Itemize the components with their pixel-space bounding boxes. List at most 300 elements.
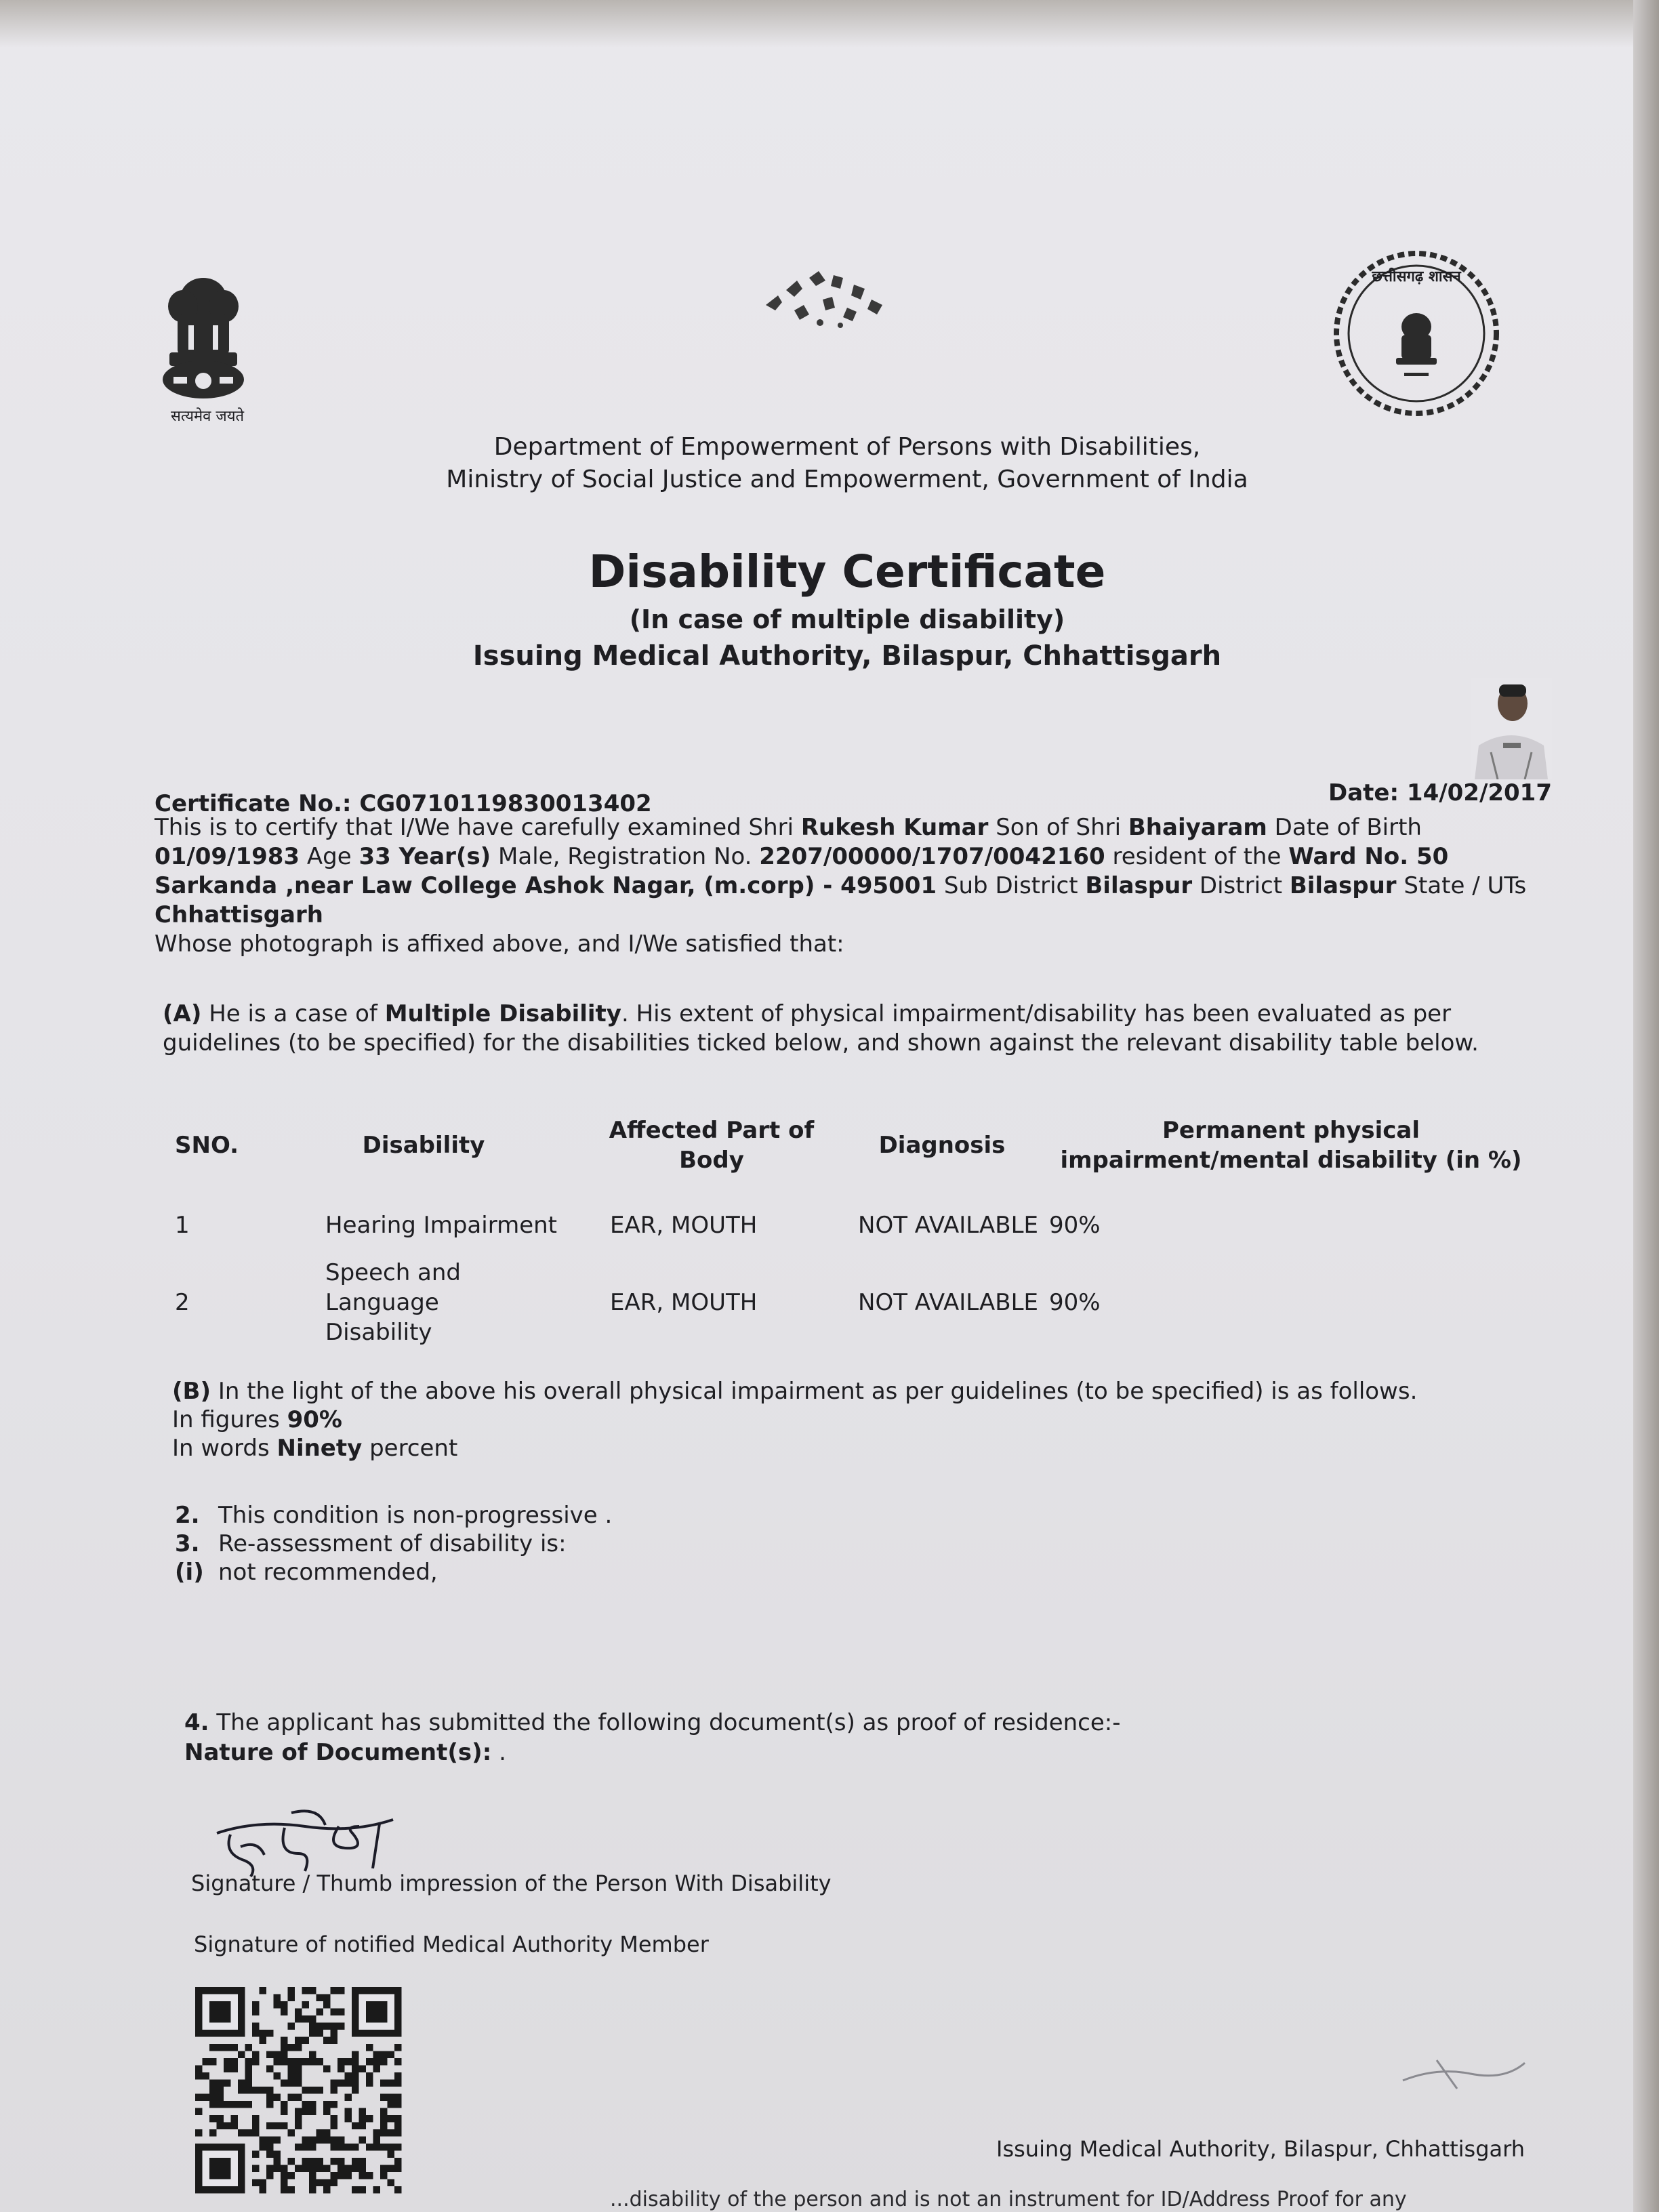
qr-module <box>323 2037 331 2045</box>
qr-module <box>394 2072 402 2080</box>
qr-module <box>345 2144 352 2151</box>
footer-issuing-authority: Issuing Medical Authority, Bilaspur, Chhattisgarh <box>996 2136 1525 2162</box>
qr-module <box>309 2186 316 2194</box>
qr-module <box>302 2015 310 2023</box>
qr-module <box>288 1987 295 1994</box>
body-text: Son of Shri <box>996 814 1122 841</box>
qr-module <box>388 2115 395 2123</box>
cell-disability: Speech and Language Disability <box>325 1259 462 1346</box>
qr-module <box>295 2144 302 2151</box>
qr-module <box>309 2051 316 2059</box>
qr-module <box>209 2080 217 2087</box>
qr-module <box>266 2087 274 2094</box>
qr-module <box>352 2080 359 2087</box>
qr-module <box>281 2044 288 2051</box>
qr-module <box>209 2101 217 2108</box>
item-number: (i) <box>175 1559 204 1586</box>
qr-module <box>309 2015 316 2023</box>
father-name: Bhaiyaram <box>1128 814 1267 841</box>
qr-module <box>323 2186 331 2194</box>
qr-module <box>337 1987 345 1994</box>
qr-module <box>288 2044 295 2051</box>
qr-module <box>331 2037 338 2045</box>
qr-module <box>274 2137 281 2144</box>
item-number: 3. <box>175 1530 200 1557</box>
qr-module <box>345 2080 352 2087</box>
address: Ward No. 50 Sarkanda ,near Law College Ashok Nagar, (m.corp) - 495001 <box>155 843 1449 899</box>
qr-module <box>309 2137 316 2144</box>
qr-module <box>309 2158 316 2165</box>
qr-module <box>323 2137 331 2144</box>
qr-module <box>295 2072 302 2080</box>
cell-sno: 1 <box>175 1212 190 1239</box>
qr-module <box>238 2129 245 2137</box>
qr-module <box>323 2165 331 2173</box>
item-text: The applicant has submitted the following document(s) as proof of residence:- <box>216 1709 1121 1736</box>
qr-module <box>331 2144 338 2151</box>
qr-module <box>316 2023 324 2030</box>
qr-module <box>288 2129 295 2137</box>
qr-module <box>302 2137 310 2144</box>
qr-module <box>224 2066 231 2073</box>
cell-affected-part: EAR, MOUTH <box>610 1289 758 1316</box>
qr-module <box>281 2101 288 2108</box>
qr-module <box>260 2144 267 2151</box>
qr-module <box>394 2144 402 2151</box>
cell-diagnosis: NOT AVAILABLE <box>858 1212 1038 1239</box>
qr-module <box>245 2058 253 2066</box>
qr-module <box>245 2101 253 2108</box>
qr-module <box>231 2058 239 2066</box>
item-number: 2. <box>175 1502 200 1529</box>
age: 33 Year(s) <box>359 843 491 870</box>
qr-module <box>366 2044 373 2051</box>
qr-module <box>359 2172 367 2179</box>
qr-module <box>302 1987 310 1994</box>
qr-module <box>295 2094 302 2102</box>
qr-module <box>238 2051 245 2059</box>
qr-module <box>352 2058 359 2066</box>
qr-module <box>295 2009 302 2016</box>
qr-module <box>373 2137 381 2144</box>
section-a-text: . His extent of physical impairment/disability has been evaluated as per guidelines (to be specified) for the disabilities ticked below, and shown against the relevant disability table below. <box>163 1000 1479 1057</box>
header-permanent-impairment: Permanent physical impairment/mental disability (in %) <box>1060 1117 1522 1174</box>
item-number: 4. <box>184 1709 209 1736</box>
date-of-birth: 01/09/1983 <box>155 843 300 870</box>
nature-of-document-value: . <box>499 1739 506 1766</box>
certificate-value: CG0710119830013402 <box>359 790 652 817</box>
qr-module <box>281 2051 288 2059</box>
qr-module <box>394 2129 402 2137</box>
sub-district: Bilaspur <box>1085 872 1193 899</box>
qr-module <box>209 2115 217 2123</box>
qr-module <box>373 2186 381 2194</box>
qr-module <box>359 2108 367 2116</box>
qr-module <box>337 2172 345 2179</box>
list-item <box>175 1530 612 1558</box>
qr-module <box>373 2051 381 2059</box>
qr-module <box>288 2066 295 2073</box>
qr-module <box>309 2030 316 2037</box>
qr-module <box>352 2158 359 2165</box>
certificate-label: Certificate No.: <box>155 790 352 817</box>
qr-module <box>394 2158 402 2165</box>
qr-module <box>388 2080 395 2087</box>
qr-module <box>359 2186 367 2194</box>
qr-module <box>224 2123 231 2130</box>
qr-module <box>331 2158 338 2165</box>
qr-module <box>366 2080 373 2087</box>
qr-module <box>245 2087 253 2094</box>
qr-module <box>266 2144 274 2151</box>
qr-module <box>380 2080 388 2087</box>
signature-image <box>210 1806 413 1881</box>
qr-finder <box>366 2001 388 2023</box>
qr-module <box>323 2108 331 2116</box>
qr-module <box>295 2115 302 2123</box>
qr-module <box>266 2137 274 2144</box>
qr-module <box>288 1994 295 2002</box>
qr-module <box>231 2123 239 2130</box>
qr-module <box>295 2058 302 2066</box>
qr-module <box>224 2058 231 2066</box>
qr-module <box>281 2080 288 2087</box>
cell-percentage: 90% <box>1049 1212 1101 1239</box>
qr-module <box>359 2115 367 2123</box>
cell-percentage: 90% <box>1049 1289 1101 1316</box>
qr-module <box>331 2080 338 2087</box>
qr-module <box>323 1994 331 2002</box>
qr-module <box>359 2137 367 2144</box>
qr-module <box>302 2087 310 2094</box>
qr-code <box>195 1987 412 2197</box>
qr-module <box>388 2179 395 2187</box>
figures-label: In figures <box>172 1406 280 1433</box>
qr-module <box>331 2009 338 2016</box>
qr-module <box>323 2066 331 2073</box>
header-disability: Disability <box>362 1132 485 1159</box>
qr-module <box>380 2129 388 2137</box>
qr-module <box>252 2151 260 2158</box>
table-header-row <box>169 1098 1538 1193</box>
date-value: 14/02/2017 <box>1406 779 1552 806</box>
qr-module <box>331 2137 338 2144</box>
qr-module <box>266 2051 274 2059</box>
qr-module <box>380 2108 388 2116</box>
qr-module <box>302 2101 310 2108</box>
qr-module <box>366 2115 373 2123</box>
footer-note: ...disability of the person and is not an instrument for ID/Address Proof for any <box>610 2188 1407 2211</box>
qr-module <box>366 2058 373 2066</box>
qr-module <box>316 2087 324 2094</box>
qr-module <box>331 2101 338 2108</box>
qr-module <box>266 2172 274 2179</box>
qr-module <box>316 2129 324 2137</box>
qr-module <box>394 2080 402 2087</box>
qr-module <box>345 2094 352 2102</box>
qr-module <box>309 2101 316 2108</box>
qr-module <box>217 2080 224 2087</box>
section-b-text: In the light of the above his overall physical impairment as per guidelines (to be specified) is as follows. <box>218 1378 1418 1405</box>
qr-module <box>345 2108 352 2116</box>
qr-module <box>266 2101 274 2108</box>
words-label: In words <box>172 1435 270 1462</box>
qr-module <box>281 2123 288 2130</box>
qr-module <box>260 2179 267 2187</box>
header-sno: SNO. <box>175 1132 239 1159</box>
qr-module <box>209 2129 217 2137</box>
body-text: This is to certify that I/We have carefully examined Shri <box>155 814 794 841</box>
qr-module <box>266 2094 274 2102</box>
qr-module <box>331 2172 338 2179</box>
qr-module <box>231 2115 239 2123</box>
qr-module <box>288 2186 295 2194</box>
qr-module <box>388 2101 395 2108</box>
qr-module <box>302 2144 310 2151</box>
qr-module <box>245 2066 253 2073</box>
qr-module <box>295 2066 302 2073</box>
qr-module <box>238 2080 245 2087</box>
qr-module <box>359 2066 367 2073</box>
qr-module <box>209 2094 217 2102</box>
qr-module <box>337 2137 345 2144</box>
qr-module <box>231 2044 239 2051</box>
qr-module <box>331 2115 338 2123</box>
qr-module <box>245 2129 253 2137</box>
qr-module <box>323 2179 331 2187</box>
qr-module <box>252 2129 260 2137</box>
qr-module <box>266 2165 274 2173</box>
body-text: resident of the <box>1112 843 1282 870</box>
body-text: Male, Registration No. <box>498 843 752 870</box>
emblem-motto: सत्यमेव जयते <box>170 408 245 425</box>
body-text: Sub District <box>943 872 1078 899</box>
qr-module <box>309 2144 316 2151</box>
qr-module <box>217 2101 224 2108</box>
qr-module <box>281 2037 288 2045</box>
qr-module <box>366 2144 373 2151</box>
certificate-subtitle: (In case of multiple disability) <box>629 605 1065 634</box>
qr-module <box>323 2101 331 2108</box>
qr-module <box>337 2144 345 2151</box>
qr-module <box>394 2186 402 2194</box>
qr-module <box>281 2186 288 2194</box>
qr-module <box>331 2123 338 2130</box>
qr-module <box>359 2158 367 2165</box>
nature-of-document-label: Nature of Document(s): <box>184 1739 492 1766</box>
qr-module <box>337 2080 345 2087</box>
qr-module <box>266 2151 274 2158</box>
residence-proof-section <box>184 1708 1404 1767</box>
qr-module <box>281 2001 288 2009</box>
qr-module <box>302 2165 310 2173</box>
qr-module <box>274 2058 281 2066</box>
qr-module <box>217 2094 224 2102</box>
qr-module <box>281 2009 288 2016</box>
date-label: Date: <box>1328 779 1399 806</box>
body-text: Age <box>306 843 352 870</box>
qr-module <box>274 2001 281 2009</box>
department-line-1: Department of Empowerment of Persons with Disabilities, <box>493 433 1201 461</box>
qr-module <box>302 2108 310 2116</box>
cell-affected-part: EAR, MOUTH <box>610 1212 758 1239</box>
qr-module <box>352 2066 359 2073</box>
qr-module <box>394 2094 402 2102</box>
qr-module <box>316 2137 324 2144</box>
qr-module <box>252 2115 260 2123</box>
qr-module <box>345 2115 352 2123</box>
qr-module <box>380 2144 388 2151</box>
words-suffix: percent <box>369 1435 458 1462</box>
section-b-label: (B) <box>172 1378 211 1405</box>
list-item <box>175 1558 612 1586</box>
qr-module <box>316 2009 324 2016</box>
qr-module <box>252 2123 260 2130</box>
qr-module <box>331 2179 338 2187</box>
section-a-text: He is a case of <box>209 1000 377 1027</box>
qr-module <box>217 2044 224 2051</box>
qr-module <box>316 2058 324 2066</box>
cell-diagnosis: NOT AVAILABLE <box>858 1289 1038 1316</box>
disability-table <box>169 1098 1538 1347</box>
qr-module <box>352 2051 359 2059</box>
qr-module <box>224 2101 231 2108</box>
qr-module <box>217 2123 224 2130</box>
qr-module <box>245 2072 253 2080</box>
qr-module <box>274 1994 281 2002</box>
qr-module <box>309 2165 316 2173</box>
qr-module <box>366 2172 373 2179</box>
qr-module <box>231 2101 239 2108</box>
conditions-list <box>175 1501 612 1586</box>
table-row <box>169 1193 1538 1258</box>
certification-paragraph <box>155 813 1557 959</box>
applicant-photo <box>1471 678 1552 779</box>
qr-module <box>309 2108 316 2116</box>
qr-module <box>331 1987 338 1994</box>
qr-module <box>209 2044 217 2051</box>
qr-module <box>224 2080 231 2087</box>
person-signature-label: Signature / Thumb impression of the Person With Disability <box>191 1870 832 1896</box>
qr-module <box>380 2058 388 2066</box>
qr-module <box>288 2080 295 2087</box>
qr-module <box>274 2158 281 2165</box>
qr-module <box>309 2087 316 2094</box>
body-text: Date of Birth <box>1274 814 1422 841</box>
qr-module <box>295 2123 302 2130</box>
qr-module <box>388 2165 395 2173</box>
qr-module <box>345 2165 352 2173</box>
section-a <box>163 1000 1518 1058</box>
qr-module <box>352 2087 359 2094</box>
qr-module <box>316 1994 324 2002</box>
qr-module <box>323 2001 331 2009</box>
qr-module <box>394 2044 402 2051</box>
qr-module <box>323 2023 331 2030</box>
qr-module <box>252 2051 260 2059</box>
qr-module <box>281 2108 288 2116</box>
section-b <box>172 1377 1528 1462</box>
qr-module <box>337 2158 345 2165</box>
qr-module <box>266 2066 274 2073</box>
qr-module <box>260 2186 267 2194</box>
qr-module <box>337 2165 345 2173</box>
qr-module <box>394 2101 402 2108</box>
qr-module <box>217 2087 224 2094</box>
qr-module <box>288 2172 295 2179</box>
qr-module <box>316 2165 324 2173</box>
qr-module <box>337 2066 345 2073</box>
qr-module <box>260 2087 267 2094</box>
qr-module <box>252 2179 260 2187</box>
qr-module <box>331 2087 338 2094</box>
qr-module <box>288 2023 295 2030</box>
qr-module <box>302 2158 310 2165</box>
item-text: not recommended, <box>218 1559 438 1586</box>
center-logo <box>752 258 908 348</box>
qr-module <box>252 2023 260 2030</box>
qr-module <box>302 2058 310 2066</box>
national-emblem <box>149 258 258 436</box>
registration-number: 2207/00000/1707/0042160 <box>759 843 1105 870</box>
qr-module <box>260 2030 267 2037</box>
qr-module <box>274 2094 281 2102</box>
qr-module <box>394 2058 402 2066</box>
qr-finder <box>209 2158 231 2179</box>
qr-module <box>274 2165 281 2173</box>
list-item <box>175 1501 612 1530</box>
state-seal-text: छत्तीसगढ़ शासन <box>1372 268 1461 285</box>
cell-sno: 2 <box>175 1289 190 1316</box>
qr-module <box>266 2123 274 2130</box>
qr-module <box>238 2087 245 2094</box>
qr-module <box>252 2001 260 2009</box>
table-row <box>169 1258 1538 1347</box>
qr-module <box>260 2137 267 2144</box>
qr-module <box>245 2080 253 2087</box>
qr-module <box>373 2144 381 2151</box>
qr-module <box>224 2044 231 2051</box>
qr-module <box>288 2158 295 2165</box>
state: Chhattisgarh <box>155 901 323 928</box>
qr-module <box>388 2129 395 2137</box>
qr-module <box>366 2072 373 2080</box>
body-text: Whose photograph is affixed above, and I/We satisfied that: <box>155 930 844 958</box>
header-diagnosis: Diagnosis <box>878 1132 1006 1159</box>
qr-module <box>238 2101 245 2108</box>
qr-module <box>388 2144 395 2151</box>
qr-module <box>394 2115 402 2123</box>
qr-module <box>295 2015 302 2023</box>
qr-module <box>195 2129 203 2137</box>
qr-module <box>203 2094 210 2102</box>
qr-module <box>380 2051 388 2059</box>
state-seal <box>1328 245 1504 424</box>
medical-authority-signature <box>1396 2053 1532 2097</box>
header-affected-part: Affected Part of Body <box>609 1117 815 1174</box>
qr-module <box>309 2179 316 2187</box>
qr-module <box>288 2094 295 2102</box>
qr-module <box>309 2058 316 2066</box>
qr-module <box>309 2023 316 2030</box>
qr-module <box>274 2072 281 2080</box>
qr-module <box>352 2072 359 2080</box>
qr-module <box>288 2072 295 2080</box>
qr-module <box>337 2009 345 2016</box>
qr-module <box>309 2172 316 2179</box>
qr-module <box>337 2058 345 2066</box>
qr-module <box>352 2144 359 2151</box>
